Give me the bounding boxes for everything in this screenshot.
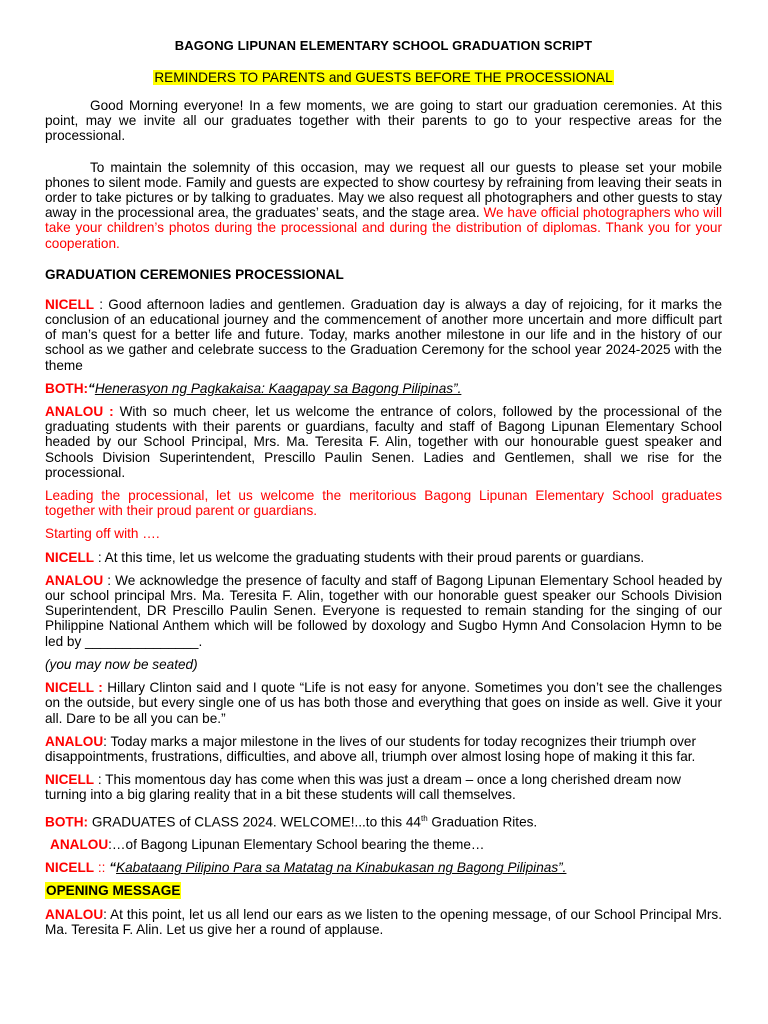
script-line-2 — [45, 381, 722, 396]
photographer-notice: We have official photographers who will take your children’s photos during the processional and during the distribution of diplomas. Thank you for your cooperation. — [45, 205, 722, 251]
line-text: : At this point, let us all lend our ears as we listen to the opening message, of our School Principal Mrs. Ma. Teresita F. Alin. Let us give her a round of applause. — [45, 906, 722, 937]
script-line-15 — [45, 907, 722, 937]
script-line-6 — [45, 550, 722, 565]
line-text: : At this time, let us welcome the graduating students with their proud parents or guardians. — [94, 549, 645, 565]
speaker-name: ANALOU — [45, 572, 104, 588]
double-colon: :: — [94, 860, 106, 876]
opening-message-heading: OPENING MESSAGE — [46, 882, 181, 898]
script-line-14 — [45, 860, 722, 875]
script-line-1 — [45, 297, 722, 373]
speaker-name: NICELL : — [45, 680, 103, 696]
script-line-9 — [45, 680, 722, 726]
script-line-13 — [45, 837, 722, 852]
line-text: :…of Bagong Lipunan Elementary School bearing the theme… — [108, 837, 485, 853]
line-text: : Good afternoon ladies and gentlemen. Graduation day is always a day of rejoicing, for it marks the conclusion of an educational journey and the commencement of another more uncertain and more difficult part of man’s quest for a better life and future. Today, marks another milestone in our life and in the history of our school as we gather and celebrate success to the Graduation Ceremony for the school year 2024-2025 with the theme — [45, 296, 722, 373]
theme-text: Kabataang Pilipino Para sa Matatag na Kinabukasan ng Bagong Pilipinas”. — [116, 860, 567, 876]
line-text: : We acknowledge the presence of faculty and staff of Bagong Lipunan Elementary School headed by our school principal Mrs. Ma. Teresita F. Alin, together with our honorable guest speaker our Schools Division Superintendent, DR Prescillo Paulin Senen. Everyone is requested to remain standing for the singing of our Philippine National Anthem which will be followed by doxology and Sugbo Hymn And Consolacion Hymn to be led by _______________. — [45, 572, 722, 649]
speaker-name: NICELL — [45, 860, 95, 876]
line-text-end: Graduation Rites. — [427, 814, 538, 830]
script-line-3 — [45, 404, 722, 480]
welcome-paragraph: Good Morning everyone! In a few moments, we are going to start our graduation ceremonies. At this point, may we invite all our graduates together with their parents to go to your respective areas for the processional. — [45, 98, 722, 144]
solemnity-text: To maintain the solemnity of this occasion, may we request all our guests to please set your mobile phones to silent mode. Family and guests are expected to show courtesy by refraining from leaving their seats in order to take pictures or by talking to graduates. May we also request all photographers and other guests to stay away in the processional area, the graduates’ seats, and the stage area. — [45, 159, 722, 221]
speaker-name: NICELL — [45, 772, 95, 788]
script-line-11 — [45, 772, 722, 802]
solemnity-paragraph — [45, 160, 722, 251]
theme-text: Henerasyon ng Pagkakaisa: Kaagapay sa Bagong Pilipinas”. — [94, 380, 462, 396]
reminder-heading: REMINDERS TO PARENTS and GUESTS BEFORE THE PROCESSIONAL — [154, 70, 613, 85]
document-title: BAGONG LIPUNAN ELEMENTARY SCHOOL GRADUATION SCRIPT — [174, 38, 593, 53]
line-text: GRADUATES of CLASS 2024. WELCOME!...to this 44 — [88, 814, 421, 830]
speaker-name: NICELL — [45, 549, 95, 565]
ordinal-suffix: th — [420, 813, 428, 823]
script-line-10 — [45, 734, 722, 764]
script-line-7 — [45, 573, 722, 649]
script-line-12 — [45, 811, 722, 830]
speaker-name: NICELL — [45, 296, 95, 312]
processional-heading: GRADUATION CEREMONIES PROCESSIONAL — [45, 266, 344, 282]
line-text: : This momentous day has come when this was just a dream – once a long cherished dream now turning into a big glaring reality that in a bit these students will call themselves. — [45, 772, 681, 803]
speaker-name: ANALOU : — [45, 404, 114, 420]
line-text: Hillary Clinton said and I quote “Life is not easy for anyone. Sometimes you don’t see the challenges on the outside, but every single one of us has both those and everything that goes on inside as well. Give it your all. Dare to be all you can be.” — [45, 680, 722, 726]
speaker-name: ANALOU — [45, 906, 104, 922]
speaker-name: ANALOU — [50, 837, 109, 853]
speaker-name: ANALOU — [45, 733, 104, 749]
open-quote: “ — [88, 380, 95, 396]
script-line-4: Leading the processional, let us welcome the meritorious Bagong Lipunan Elementary School graduates together with their proud parent or guardians. — [45, 488, 722, 519]
speaker-name: BOTH: — [45, 814, 89, 830]
script-line-5: Starting off with …. — [45, 526, 160, 542]
line-text: : Today marks a major milestone in the lives of our students for today recognizes their triumph over disappointments, frustrations, difficulties, and above all, triumph over almost losing hope of making it this far. — [45, 733, 697, 764]
open-quote: “ — [105, 860, 117, 876]
stage-direction: (you may now be seated) — [45, 656, 198, 672]
reminder-heading-line — [45, 70, 722, 86]
line-text: With so much cheer, let us welcome the entrance of colors, followed by the processional of the graduating students with their parents or guardians, faculty and staff of Bagong Lipunan Elementary School headed by our School Principal, Mrs. Ma. Teresita F. Alin, together with our honourable guest speaker and Schools Division Superintendent, Prescillo Paulin Senen. Ladies and Gentlemen, shall we rise for the processional. — [45, 404, 722, 480]
speaker-name: BOTH: — [45, 380, 89, 396]
